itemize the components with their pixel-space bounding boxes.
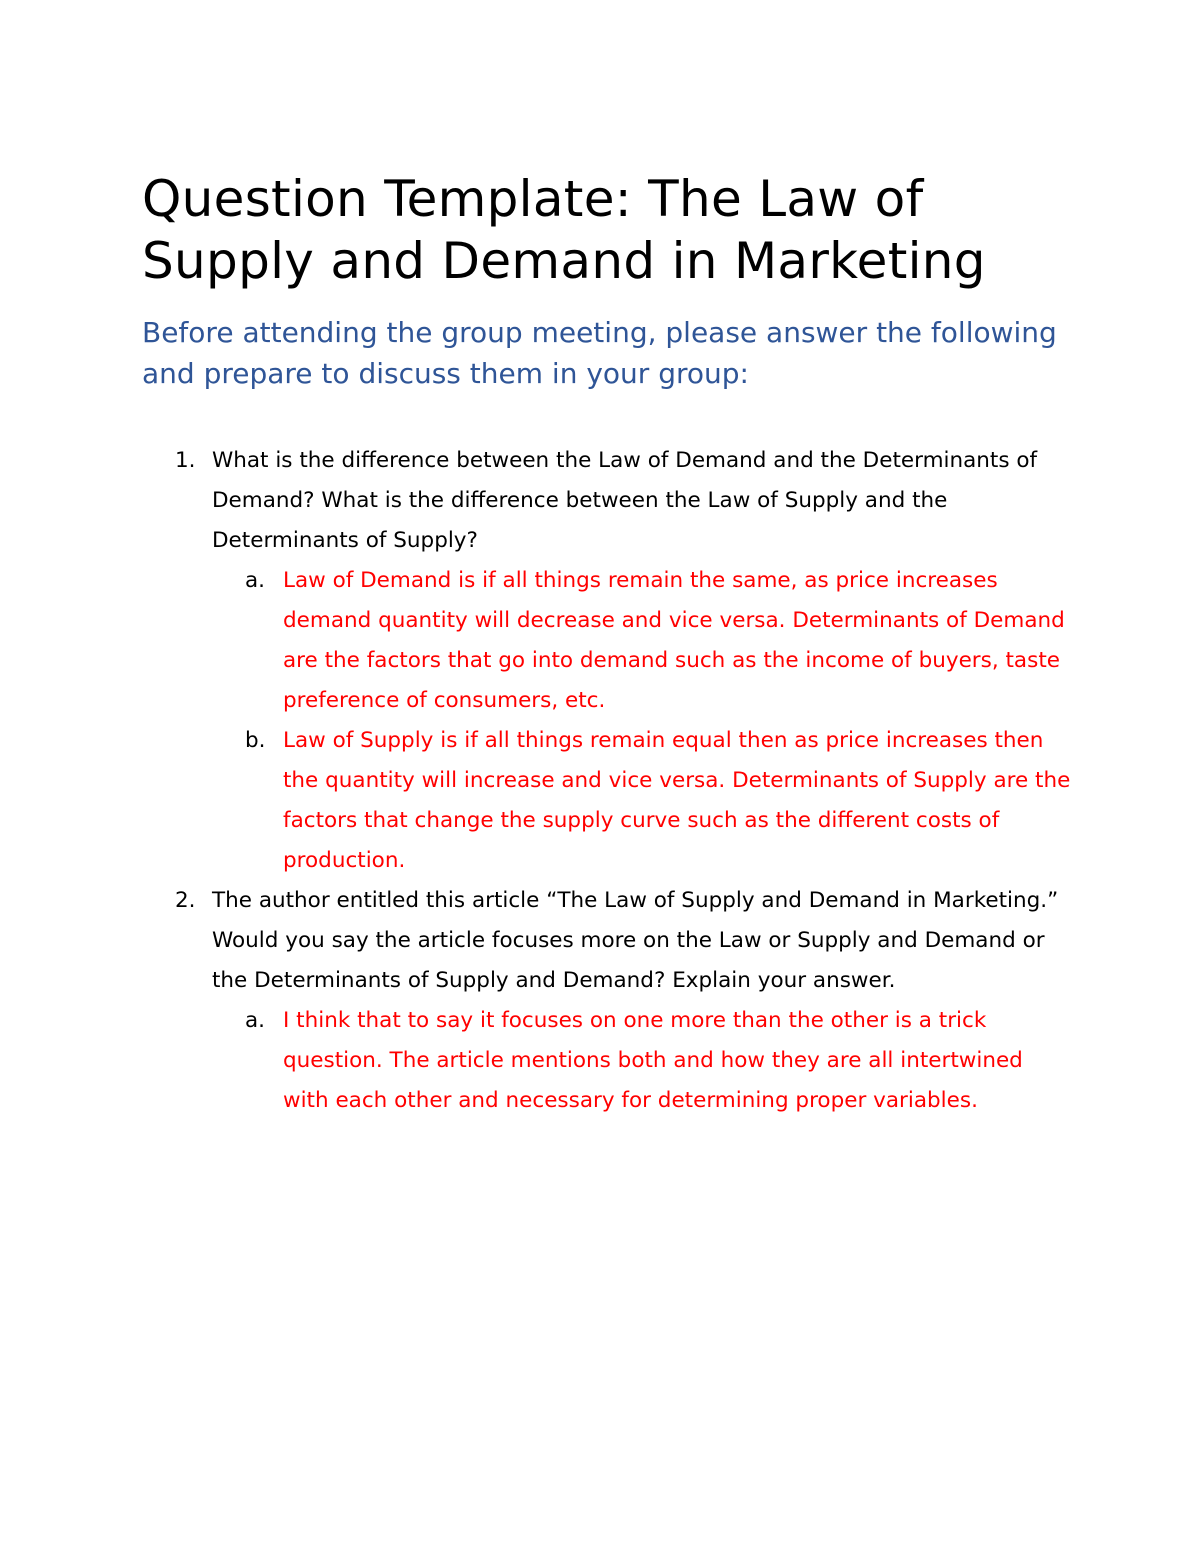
question-number: 2. (175, 888, 196, 913)
document-title: Question Template: The Law of Supply and Demand in Marketing (142, 170, 986, 290)
answer-list (212, 1001, 1072, 1121)
answer-letter: b. (245, 728, 266, 753)
question-item (142, 881, 1072, 1121)
answer-item (212, 721, 1072, 881)
question-item (142, 441, 1072, 881)
question-text: The author entitled this article “The Law of Supply and Demand in Marketing.” Would you say the article focuses more on the Law or Supply and Demand or the Determinants of Supply and Demand? Explain your answer. (212, 888, 1059, 993)
answer-text: Law of Demand is if all things remain the same, as price increases demand quantity will decrease and vice versa. Determinants of Demand are the factors that go into demand such as the income of buyers, taste preference of consumers, etc. (283, 568, 1065, 713)
answer-text: Law of Supply is if all things remain equal then as price increases then the quantity will increase and vice versa. Determinants of Supply are the factors that change the supply curve such as the different costs of production. (283, 728, 1071, 873)
answer-item (212, 561, 1072, 721)
answer-letter: a. (245, 568, 266, 593)
answer-list (212, 561, 1072, 881)
answer-text: I think that to say it focuses on one more than the other is a trick question. The article mentions both and how they are all intertwined with each other and necessary for determining proper variables. (283, 1008, 1023, 1113)
question-number: 1. (175, 448, 196, 473)
document-page (142, 168, 1072, 1121)
question-list (142, 441, 1072, 1121)
instructions-subtitle: Before attending the group meeting, please answer the following and prepare to discuss them in your group: (142, 316, 1057, 390)
question-text: What is the difference between the Law of Demand and the Determinants of Demand? What is the difference between the Law of Supply and the Determinants of Supply? (212, 448, 1038, 553)
answer-item (212, 1001, 1072, 1121)
answer-letter: a. (245, 1008, 266, 1033)
